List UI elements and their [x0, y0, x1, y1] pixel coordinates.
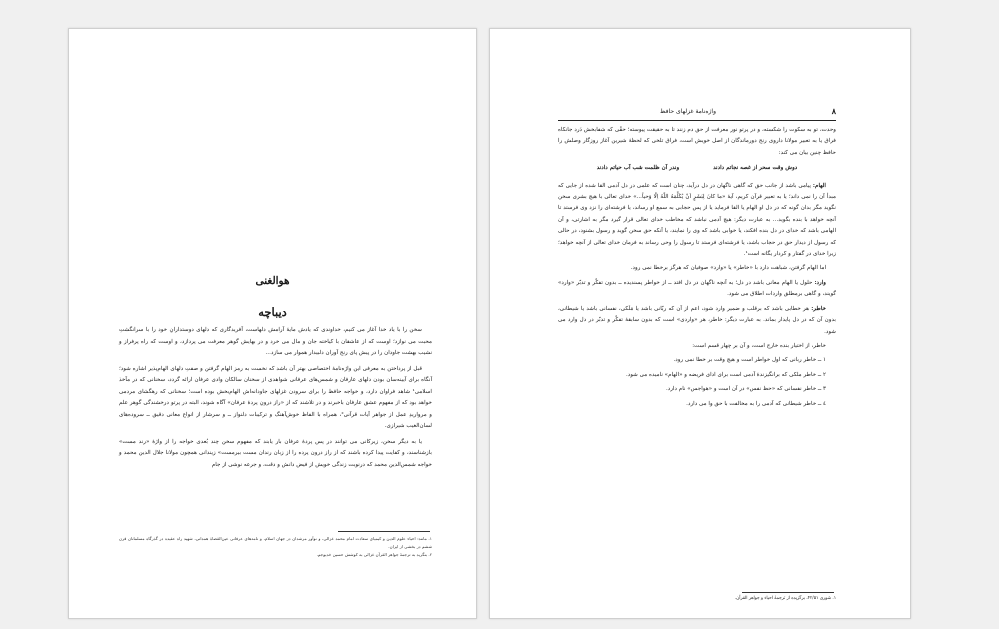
definition-ilham: پیامی باشد از جانب حق که گاهی ناگهان در دل درآید، چنان است که علمی در دل آدمی القا شده از جایی که مبدأ آن را نمی داند؛ یا به تعبیر قرآن کریم، آیهٔ «ما کانَ لِبَشَرٍ اَنْ یُکَلِّمَهُ اللّهُ اِلّا وَحیاً...» خدای تعالی با هیچ بشری سخن نگوید مگر بدان گونه که در دل او الهام یا القا فرماید یا از پس حجابی به سمع او رساند، یا فرشته‌ای را نزد وی فرستد تا آنچه خواهد با بنده بگوید… به عبارت دیگر: هیچ آدمی نباشد که مخاطب خدای تعالی قرار گیرد مگر به اشارتی، و آن الهامی باشد که خدای در دل بنده افکند، یا خوابی باشد که وی را نمایند، یا آنکه حق سخن گوید و رسول بشنود، در حالی که رسول از دیدار حق در حجاب باشد، یا فرشته‌ای فرستد تا رسول را وحی رساند به فرمان خدای تعالی از آنچه خواهد؛ زیرا خدای در گفتار و کردار یگانه است¹.: [558, 182, 836, 258]
entry-khater: [558, 304, 836, 338]
right-page: [489, 28, 911, 619]
paragraph: یا به دیگر سخن، زیرکانی می توانند در پس پردهٔ عرفان بار یابند که مفهوم سخن چند بُعدی خواجه را از واژهٔ «رند مست» بازشناسند، و کفایت پیدا کرده باشند که از راز درون پرده را از زبان رندان مست بیرمست» زیندانی همچون مولانا جلال الدین محمد و خواجه شمس‌الدین محمد که درنوبت زندگی خویش از فیض دانش و دقت، و جرعه نوشی از جام: [119, 438, 432, 468]
running-header: [558, 108, 836, 120]
header-rule: [558, 120, 836, 121]
footnote: ۱. مانند: احیاء علوم الدین و کیمیای سعادت امام محمد غزالی، و نوآور مرشدان در جهان اسلام، و نامه‌های عرفانی عین‌القضاة همدانی، شهید راه عقیده در گذرگاه مسلمانان قرن ششم در بخشی از ایران.: [119, 536, 432, 549]
paragraph: سخن را با یاد خدا آغاز می کنیم، خداوندی که یادش مایهٔ آرامش دلهاست، آفریدگاری که دلهای دوستدارانِ خود را با سرانگشتِ محبت می نوازد؛ اوست که از عاشقان با کیاخته جان و مال می خرد و در بهایش گوهر معرفت می پردازد، و اوست که راه پرفراز و نشیب بهشت جاودان را در پیش پای رنج آوران دلبیدار هموار می سازد…: [119, 327, 432, 356]
definition-khater: هر خطابی باشد که برقلب و ضمیر وارد شود، اعم از آن که ربّانی باشد یا مَلَکی، نفسانی باشد یا شیطانی، بدون آن که در دل پایدار بماند. به عبارت دیگر: خاطر، هر «واردی» است که بدون سابقهٔ تفکّر و تدبّر در دل وارد می شود.: [558, 305, 836, 335]
running-title: واژه‌نامهٔ غزلهای حافظ: [659, 108, 716, 115]
footnote: ۲. بنگرید به ترجمهٔ جواهر القرآن غزالی به کوشش حسین خدیوجم.: [316, 552, 432, 557]
footnote-rule: [338, 531, 430, 532]
verse-line: [558, 163, 836, 174]
khater-list-intro: خاطر، از اختیار بنده خارج است، و آن بر چهار قسم است:: [692, 342, 826, 349]
right-body-text: [558, 125, 836, 413]
intro-paragraph: وحدت، تو به سکوت را شکسته، و در پرتو نور معرفت از حق دم زنند تا به حقیقت پیوسته؛ حقّی که شفابخش دَرد جانکاه فراق یا به تعبیر مولانا داروی رنج دورماندگان از اصل خویش است، فراق تلخی که لحظهٔ شیرین آغاز روزگار وصلش را حافظ چنین بیان می کند:: [558, 127, 836, 156]
paragraph: قبل از پرداختن به معرفی این واژه‌نامهٔ اختصاصی بهتر آن باشد که نخست به رمز الهام گرفتن و صفتِ دلهای الهام‌پذیر اشاره شود؛ آنگاه برای آیینه‌سان بودن دلهای عارفان و شمس‌های عرفانی شواهدی از سخنان سالکان وادی عرفان ارائه گردد، سخنانی که در مآخذ اسلامی¹ شاهد فراوان دارد، و خواجه حافظ را برای سرودن غزلهای جاودانه‌اش الهام‌بخش بوده است؛ سخنانی که رهگشای مردمی خواهد بود که از مفهوم عشق عارفان باخبرند و در تلاشند که از «راز درونِ پردهٔ عرفان» آگاه شوند، البته در پرتو درخشندگی گوهر علم و مرواریدِ عمل از جواهر آیات قرآنی²، همراه با الفاظ خوش‌آهنگ و ترکیبات دلنواز ــ و سرشار از انواع معانی دقیق ــ سروده‌های لسان‌الغیب شیرازی.: [119, 365, 432, 429]
ilham-note: اما الهام گرفتن، شباهت دارد با «خاطر» یا «وارد» صوفیان که هرگز برخطا نمی رود.: [630, 265, 826, 272]
list-item: ۱ ــ خاطر ربانی که اول خواطر است و هیچ وقت بر خطا نمی رود.: [673, 357, 826, 364]
left-page: [68, 28, 477, 619]
footnote-rule: [742, 592, 834, 593]
definition-vared: حلول یا الهام معانی باشد در دل؛ به آنچه ناگهان در دل افتد ــ از خواطر پسندیده ــ بدون تفکّر و تدبّر «وارد» گویند، و گاهی برمطلق واردات اطلاق می شود.: [558, 279, 836, 298]
term-vared: وارد:: [814, 279, 826, 286]
page-number: ۸: [831, 106, 836, 116]
list-item: ۲ ــ خاطر ملکی که برانگیزندهٔ آدمی است برای ادای فریضه و «الهام» نامیده می شود.: [626, 371, 826, 378]
invocation-heading: هوالغنی: [255, 275, 290, 287]
list-item: ٤ ــ خاطر شیطانی که آدمی را به مخالفت با حق وا می دارد.: [686, 400, 826, 407]
left-footnotes: [119, 535, 432, 559]
right-footnote: ۱. شوری ۴۲/۵۱، برگزیده از ترجمهٔ احیاء و جواهر القرآن.: [734, 596, 836, 601]
term-ilham: الهام:: [812, 182, 826, 189]
entry-vared: [558, 278, 836, 301]
term-khater: خاطر:: [811, 305, 826, 312]
verse-hemistich-left: وندر آن ظلمت شب آب حیاتم دادند: [596, 165, 680, 172]
left-body-text: [119, 325, 432, 475]
entry-ilham: [558, 181, 836, 261]
verse-hemistich-right: دوش وقت سحر از غصه نجاتم دادند: [713, 165, 798, 172]
list-item: ۳ ــ خاطر نفسانی که «حظ نفس» در آن است و «هواجس» نام دارد.: [665, 386, 826, 393]
chapter-title: دیباچه: [258, 305, 287, 319]
